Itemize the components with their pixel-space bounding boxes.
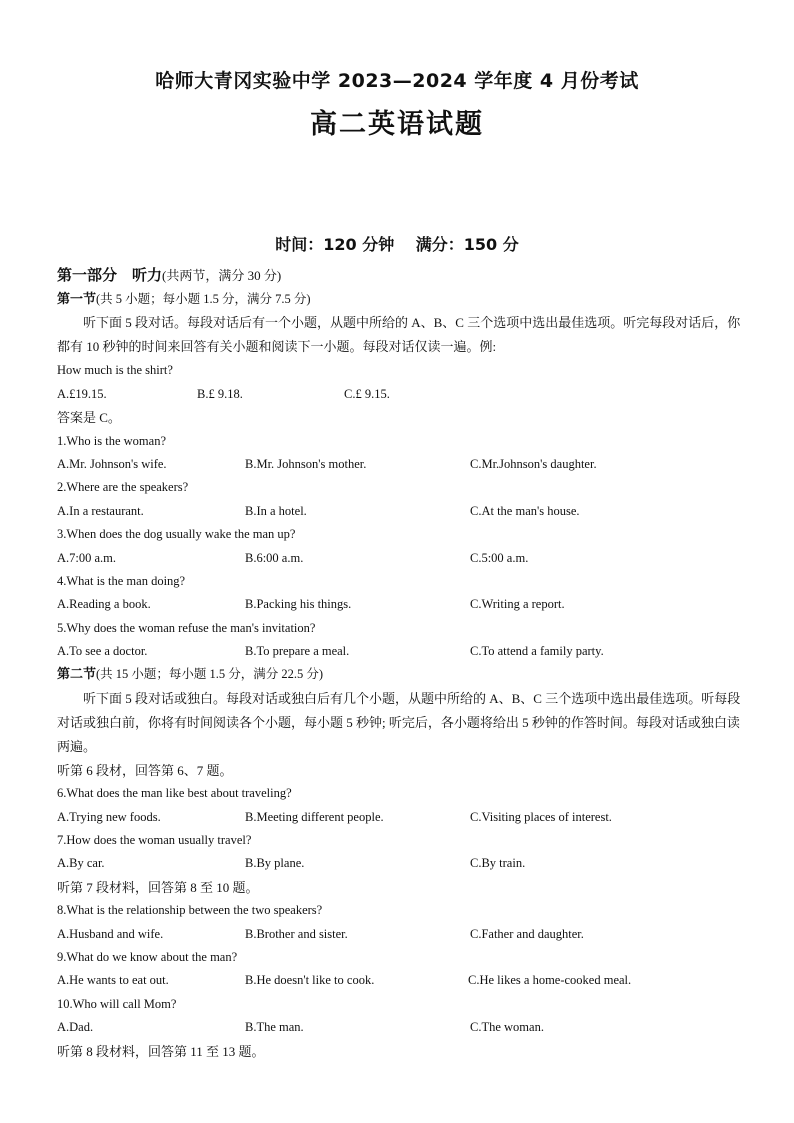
section2-title: 第二节 bbox=[57, 667, 97, 683]
option-c: C.Writing a report. bbox=[470, 597, 565, 612]
option-b: B.Mr. Johnson's mother. bbox=[245, 456, 367, 471]
question-7-options bbox=[57, 852, 747, 875]
option-a: A.Dad. bbox=[57, 1020, 94, 1035]
section1-title: 第一节 bbox=[57, 292, 97, 307]
example-option-b: B.£ 9.18. bbox=[197, 386, 243, 401]
option-c: C.Father and daughter. bbox=[470, 926, 584, 941]
option-a: A.Husband and wife. bbox=[57, 926, 164, 941]
section1-heading bbox=[57, 288, 747, 311]
option-b: B.By plane. bbox=[245, 856, 305, 871]
option-a: A.7:00 a.m. bbox=[57, 550, 117, 565]
option-c: C.The woman. bbox=[470, 1020, 544, 1035]
question-5: 5.Why does the woman refuse the man's invitation? bbox=[57, 620, 316, 635]
option-c: C.He likes a home-cooked meal. bbox=[468, 973, 632, 988]
question-4-options bbox=[57, 593, 747, 616]
school-title: 哈师大青冈实验中学 2023—2024 学年度 4 月份考试 bbox=[155, 70, 639, 92]
option-b: B.Brother and sister. bbox=[245, 926, 348, 941]
question-1-options bbox=[57, 453, 747, 476]
example-option-a: A.£19.15. bbox=[57, 386, 107, 401]
question-9: 9.What do we know about the man? bbox=[57, 949, 238, 964]
option-a: A.He wants to eat out. bbox=[57, 973, 169, 988]
option-c: C.5:00 a.m. bbox=[470, 550, 529, 565]
option-b: B.6:00 a.m. bbox=[245, 550, 304, 565]
option-c: C.Mr.Johnson's daughter. bbox=[470, 456, 597, 471]
option-a: A.To see a doctor. bbox=[57, 644, 148, 659]
section2-note: (共 15 小题；每小题 1.5 分，满分 22.5 分) bbox=[96, 667, 324, 682]
question-7: 7.How does the woman usually travel? bbox=[57, 833, 252, 848]
question-8: 8.What is the relationship between the two speakers? bbox=[57, 903, 323, 918]
question-2-options bbox=[57, 500, 747, 523]
option-c: C.To attend a family party. bbox=[470, 644, 604, 659]
question-1: 1.Who is the woman? bbox=[57, 433, 167, 448]
option-b: B.The man. bbox=[245, 1020, 304, 1035]
option-b: B.In a hotel. bbox=[245, 503, 307, 518]
option-b: B.Packing his things. bbox=[245, 597, 352, 612]
option-a: A.Trying new foods. bbox=[57, 809, 161, 824]
subject-title: 高二英语试题 bbox=[310, 109, 484, 140]
section2-instructions: 听下面 5 段对话或独白。每段对话或独白后有几个小题，从题中所给的 A、B、C 三个选项中选出最佳选项。听每段对话或独白前，你将有时间阅读各个小题，每小题 5 秒钟; 听完后，各小题将给出 5 秒钟的作答时间。每段对话或独白读两遍。 bbox=[57, 690, 741, 754]
option-b: B.To prepare a meal. bbox=[245, 644, 350, 659]
option-c: C.Visiting places of interest. bbox=[470, 809, 612, 824]
option-b: B.Meeting different people. bbox=[245, 809, 384, 824]
question-3-options bbox=[57, 547, 747, 570]
question-9-options bbox=[57, 969, 747, 992]
question-6-options bbox=[57, 806, 747, 829]
exam-time: 时间：120 分钟 bbox=[275, 235, 395, 254]
example-answer: 答案是 C。 bbox=[57, 410, 121, 426]
question-10: 10.Who will call Mom? bbox=[57, 996, 177, 1011]
option-a: A.By car. bbox=[57, 856, 105, 871]
question-6: 6.What does the man like best about traveling? bbox=[57, 786, 292, 801]
group-8-label: 听第 8 段材料，回答第 11 至 13 题。 bbox=[57, 1043, 265, 1059]
question-4: 4.What is the man doing? bbox=[57, 573, 186, 588]
example-question: How much is the shirt? bbox=[57, 363, 173, 378]
section1-note: (共 5 小题；每小题 1.5 分，满分 7.5 分) bbox=[96, 292, 311, 306]
option-a: A.Reading a book. bbox=[57, 597, 151, 612]
example-options bbox=[57, 383, 747, 406]
question-5-options bbox=[57, 640, 747, 663]
group-6-label: 听第 6 段材，回答第 6、7 题。 bbox=[57, 762, 233, 778]
option-c: C.By train. bbox=[470, 856, 526, 871]
group-7-label: 听第 7 段材料，回答第 8 至 10 题。 bbox=[57, 879, 259, 895]
option-b: B.He doesn't like to cook. bbox=[245, 973, 375, 988]
option-a: A.Mr. Johnson's wife. bbox=[57, 456, 167, 471]
part1-note: (共两节，满分 30 分) bbox=[162, 268, 282, 283]
option-c: C.At the man's house. bbox=[470, 503, 580, 518]
example-option-c: C.£ 9.15. bbox=[344, 386, 390, 401]
question-10-options bbox=[57, 1016, 747, 1039]
section2-heading bbox=[57, 663, 747, 686]
part1-title: 第一部分 听力 bbox=[57, 266, 163, 284]
exam-score: 满分：150 分 bbox=[415, 235, 519, 254]
section1-instructions: 听下面 5 段对话。每段对话后有一个小题，从题中所给的 A、B、C 三个选项中选出最佳选项。听完每段对话后，你都有 10 秒钟的时间来回答有关小题和阅读下一小题。每段对话仅读一遍。例: bbox=[57, 315, 741, 355]
question-3: 3.When does the dog usually wake the man up? bbox=[57, 527, 296, 542]
exam-meta bbox=[0, 232, 794, 255]
option-a: A.In a restaurant. bbox=[57, 503, 144, 518]
exam-body bbox=[57, 262, 747, 1063]
part1-heading bbox=[57, 262, 747, 288]
question-2: 2.Where are the speakers? bbox=[57, 480, 189, 495]
question-8-options bbox=[57, 923, 747, 946]
